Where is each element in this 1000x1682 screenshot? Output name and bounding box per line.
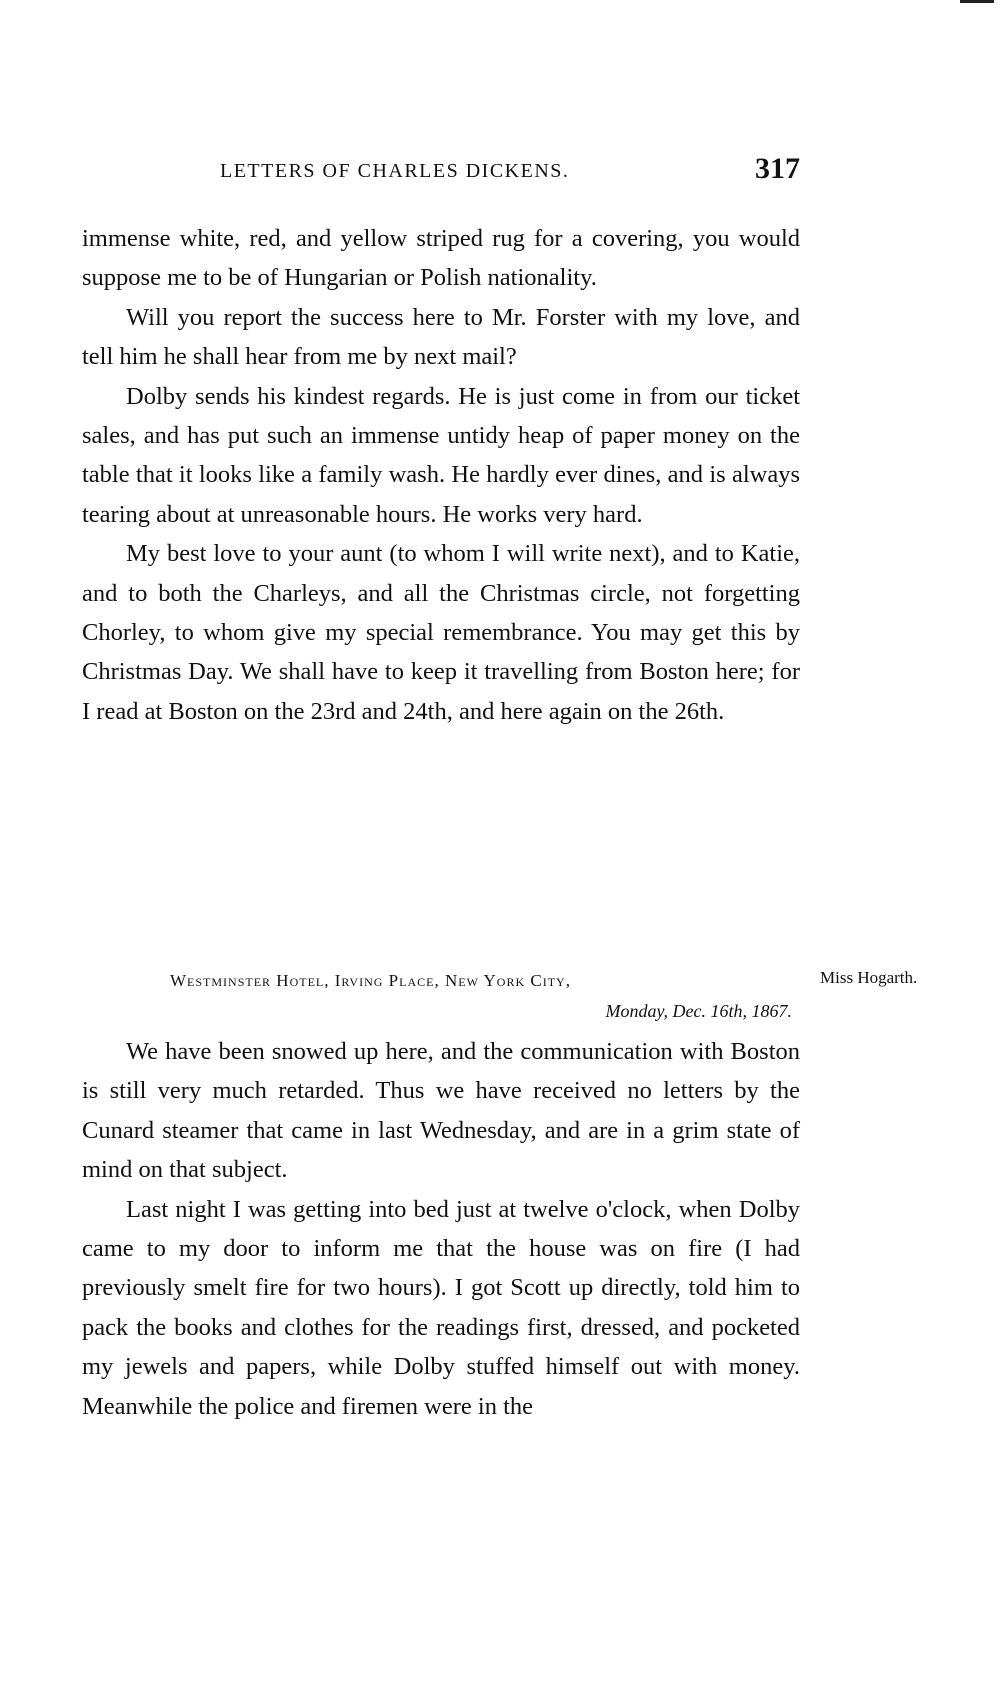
letter-address: Westminster Hotel, Irving Place, New York City, [170, 971, 571, 990]
page-number: 317 [755, 152, 800, 185]
scan-corner-mark [960, 0, 994, 7]
letter-date: Monday, Dec. 16th, 1867. [605, 1001, 792, 1021]
paragraph: My best love to your aunt (to whom I will write next), and to Katie, and to both the Charleys, and all the Christmas circle, not forgetting Chorley, to whom give my special remembrance. You may get this by Christmas Day. We shall have to keep it travelling from Boston here; for I read at Boston on the 23rd and 24th, and here again on the 26th. [82, 540, 800, 725]
paragraph: Dolby sends his kindest regards. He is just come in from our ticket sales, and has put such an immense untidy heap of paper money on the table that it looks like a family wash. He hardly ever dines, and is always tearing about at unreasonable hours. He works very hard. [82, 382, 800, 528]
paragraph: immense white, red, and yellow striped rug for a covering, you would suppose me to be of Hungarian or Polish nationality. [82, 225, 800, 292]
running-title: LETTERS OF CHARLES DICKENS. [220, 160, 570, 182]
paragraph: Will you report the success here to Mr. Forster with my love, and tell him he shall hear from me by next mail? [82, 303, 800, 371]
running-head [82, 152, 800, 192]
letter-continuation [82, 219, 800, 731]
recipient-side-note: Miss Hogarth. [820, 968, 918, 987]
paragraph: We have been snowed up here, and the communication with Boston is still very much retarded. Thus we have received no letters by the Cunard steamer that came in last Wednesday, and are in a grim state of mind on that subject. [82, 1038, 800, 1184]
letter-body [82, 1032, 800, 1426]
letter-heading [82, 966, 800, 1026]
paragraph: Last night I was getting into bed just at twelve o'clock, when Dolby came to my door to inform me that the house was on fire (I had previously smelt fire for two hours). I got Scott up directly, told him to pack the books and clothes for the readings first, dressed, and pocketed my jewels and papers, while Dolby stuffed himself out with money. Meanwhile the police and firemen were in the [82, 1195, 800, 1420]
